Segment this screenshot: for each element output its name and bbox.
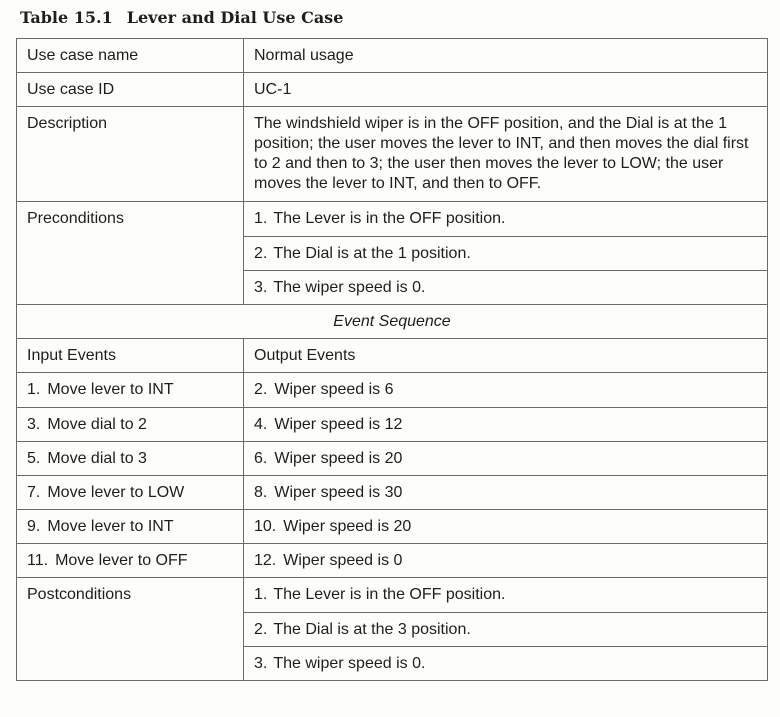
table-row	[17, 202, 768, 236]
postconditions-label: Postconditions	[17, 578, 244, 681]
table-caption	[20, 8, 343, 27]
event-number: 11.	[27, 552, 49, 570]
table-row	[17, 578, 768, 612]
event-text: Wiper speed is 20	[283, 518, 412, 536]
table-row	[17, 407, 768, 441]
output-event	[244, 441, 768, 475]
event-number: 1.	[27, 381, 41, 399]
precondition-number: 3.	[254, 278, 268, 296]
input-event	[17, 475, 244, 509]
postcondition-number: 3.	[254, 654, 268, 672]
event-number: 5.	[27, 449, 41, 467]
precondition-item	[244, 202, 768, 236]
input-event	[17, 407, 244, 441]
input-event	[17, 510, 244, 544]
precondition-number: 1.	[254, 210, 268, 228]
table-title: Lever and Dial Use Case	[126, 8, 344, 27]
event-text: Move lever to INT	[47, 381, 174, 399]
table-row	[17, 544, 768, 578]
postcondition-number: 2.	[254, 620, 268, 638]
event-text: Move lever to INT	[47, 518, 174, 536]
postcondition-text: The Dial is at the 3 position.	[273, 620, 471, 638]
event-number: 2.	[254, 381, 268, 399]
postcondition-number: 1.	[254, 586, 268, 604]
event-number: 7.	[27, 483, 41, 501]
event-number: 3.	[27, 415, 41, 433]
precondition-item	[244, 236, 768, 270]
table-row	[17, 304, 768, 338]
event-number: 10.	[254, 518, 277, 536]
use-case-id-label: Use case ID	[17, 73, 244, 107]
event-text: Move lever to LOW	[47, 483, 185, 501]
precondition-text: The Dial is at the 1 position.	[273, 244, 471, 262]
event-text: Move dial to 3	[47, 449, 147, 467]
event-number: 6.	[254, 449, 268, 467]
event-number: 12.	[254, 552, 277, 570]
table-row	[17, 373, 768, 407]
table-row	[17, 475, 768, 509]
input-event	[17, 441, 244, 475]
postcondition-item	[244, 646, 768, 680]
event-text: Move lever to OFF	[55, 552, 188, 570]
use-case-name-value: Normal usage	[244, 39, 768, 73]
event-sequence-heading: Event Sequence	[17, 304, 768, 338]
postcondition-text: The Lever is in the OFF position.	[273, 586, 506, 604]
precondition-text: The Lever is in the OFF position.	[273, 210, 506, 228]
description-value: The windshield wiper is in the OFF position, and the Dial is at the 1 position; the user moves the lever to INT, and then moves the dial first to 2 and then to 3; the user then moves the lever to LOW; the user moves the lever to INT, and then to OFF.	[244, 107, 768, 202]
postcondition-text: The wiper speed is 0.	[273, 654, 426, 672]
precondition-number: 2.	[254, 244, 268, 262]
use-case-name-label: Use case name	[17, 39, 244, 73]
event-number: 9.	[27, 518, 41, 536]
table-row	[17, 39, 768, 73]
table-number: Table 15.1	[20, 8, 113, 27]
table-row	[17, 510, 768, 544]
output-event	[244, 510, 768, 544]
postcondition-item	[244, 578, 768, 612]
event-text: Wiper speed is 20	[274, 449, 403, 467]
event-text: Wiper speed is 30	[274, 483, 403, 501]
use-case-id-value: UC-1	[244, 73, 768, 107]
table-row	[17, 107, 768, 202]
description-label: Description	[17, 107, 244, 202]
event-text: Wiper speed is 0	[283, 552, 403, 570]
precondition-item	[244, 270, 768, 304]
input-event	[17, 373, 244, 407]
output-event	[244, 475, 768, 509]
output-event	[244, 407, 768, 441]
input-events-header: Input Events	[17, 339, 244, 373]
precondition-text: The wiper speed is 0.	[273, 278, 426, 296]
input-event	[17, 544, 244, 578]
table-row	[17, 441, 768, 475]
postcondition-item	[244, 612, 768, 646]
event-text: Move dial to 2	[47, 415, 147, 433]
table-row	[17, 339, 768, 373]
event-number: 8.	[254, 483, 268, 501]
event-number: 4.	[254, 415, 268, 433]
preconditions-label: Preconditions	[17, 202, 244, 305]
output-event	[244, 544, 768, 578]
use-case-table	[16, 38, 768, 681]
output-event	[244, 373, 768, 407]
output-events-header: Output Events	[244, 339, 768, 373]
event-text: Wiper speed is 6	[274, 381, 394, 399]
event-text: Wiper speed is 12	[274, 415, 403, 433]
table-row	[17, 73, 768, 107]
